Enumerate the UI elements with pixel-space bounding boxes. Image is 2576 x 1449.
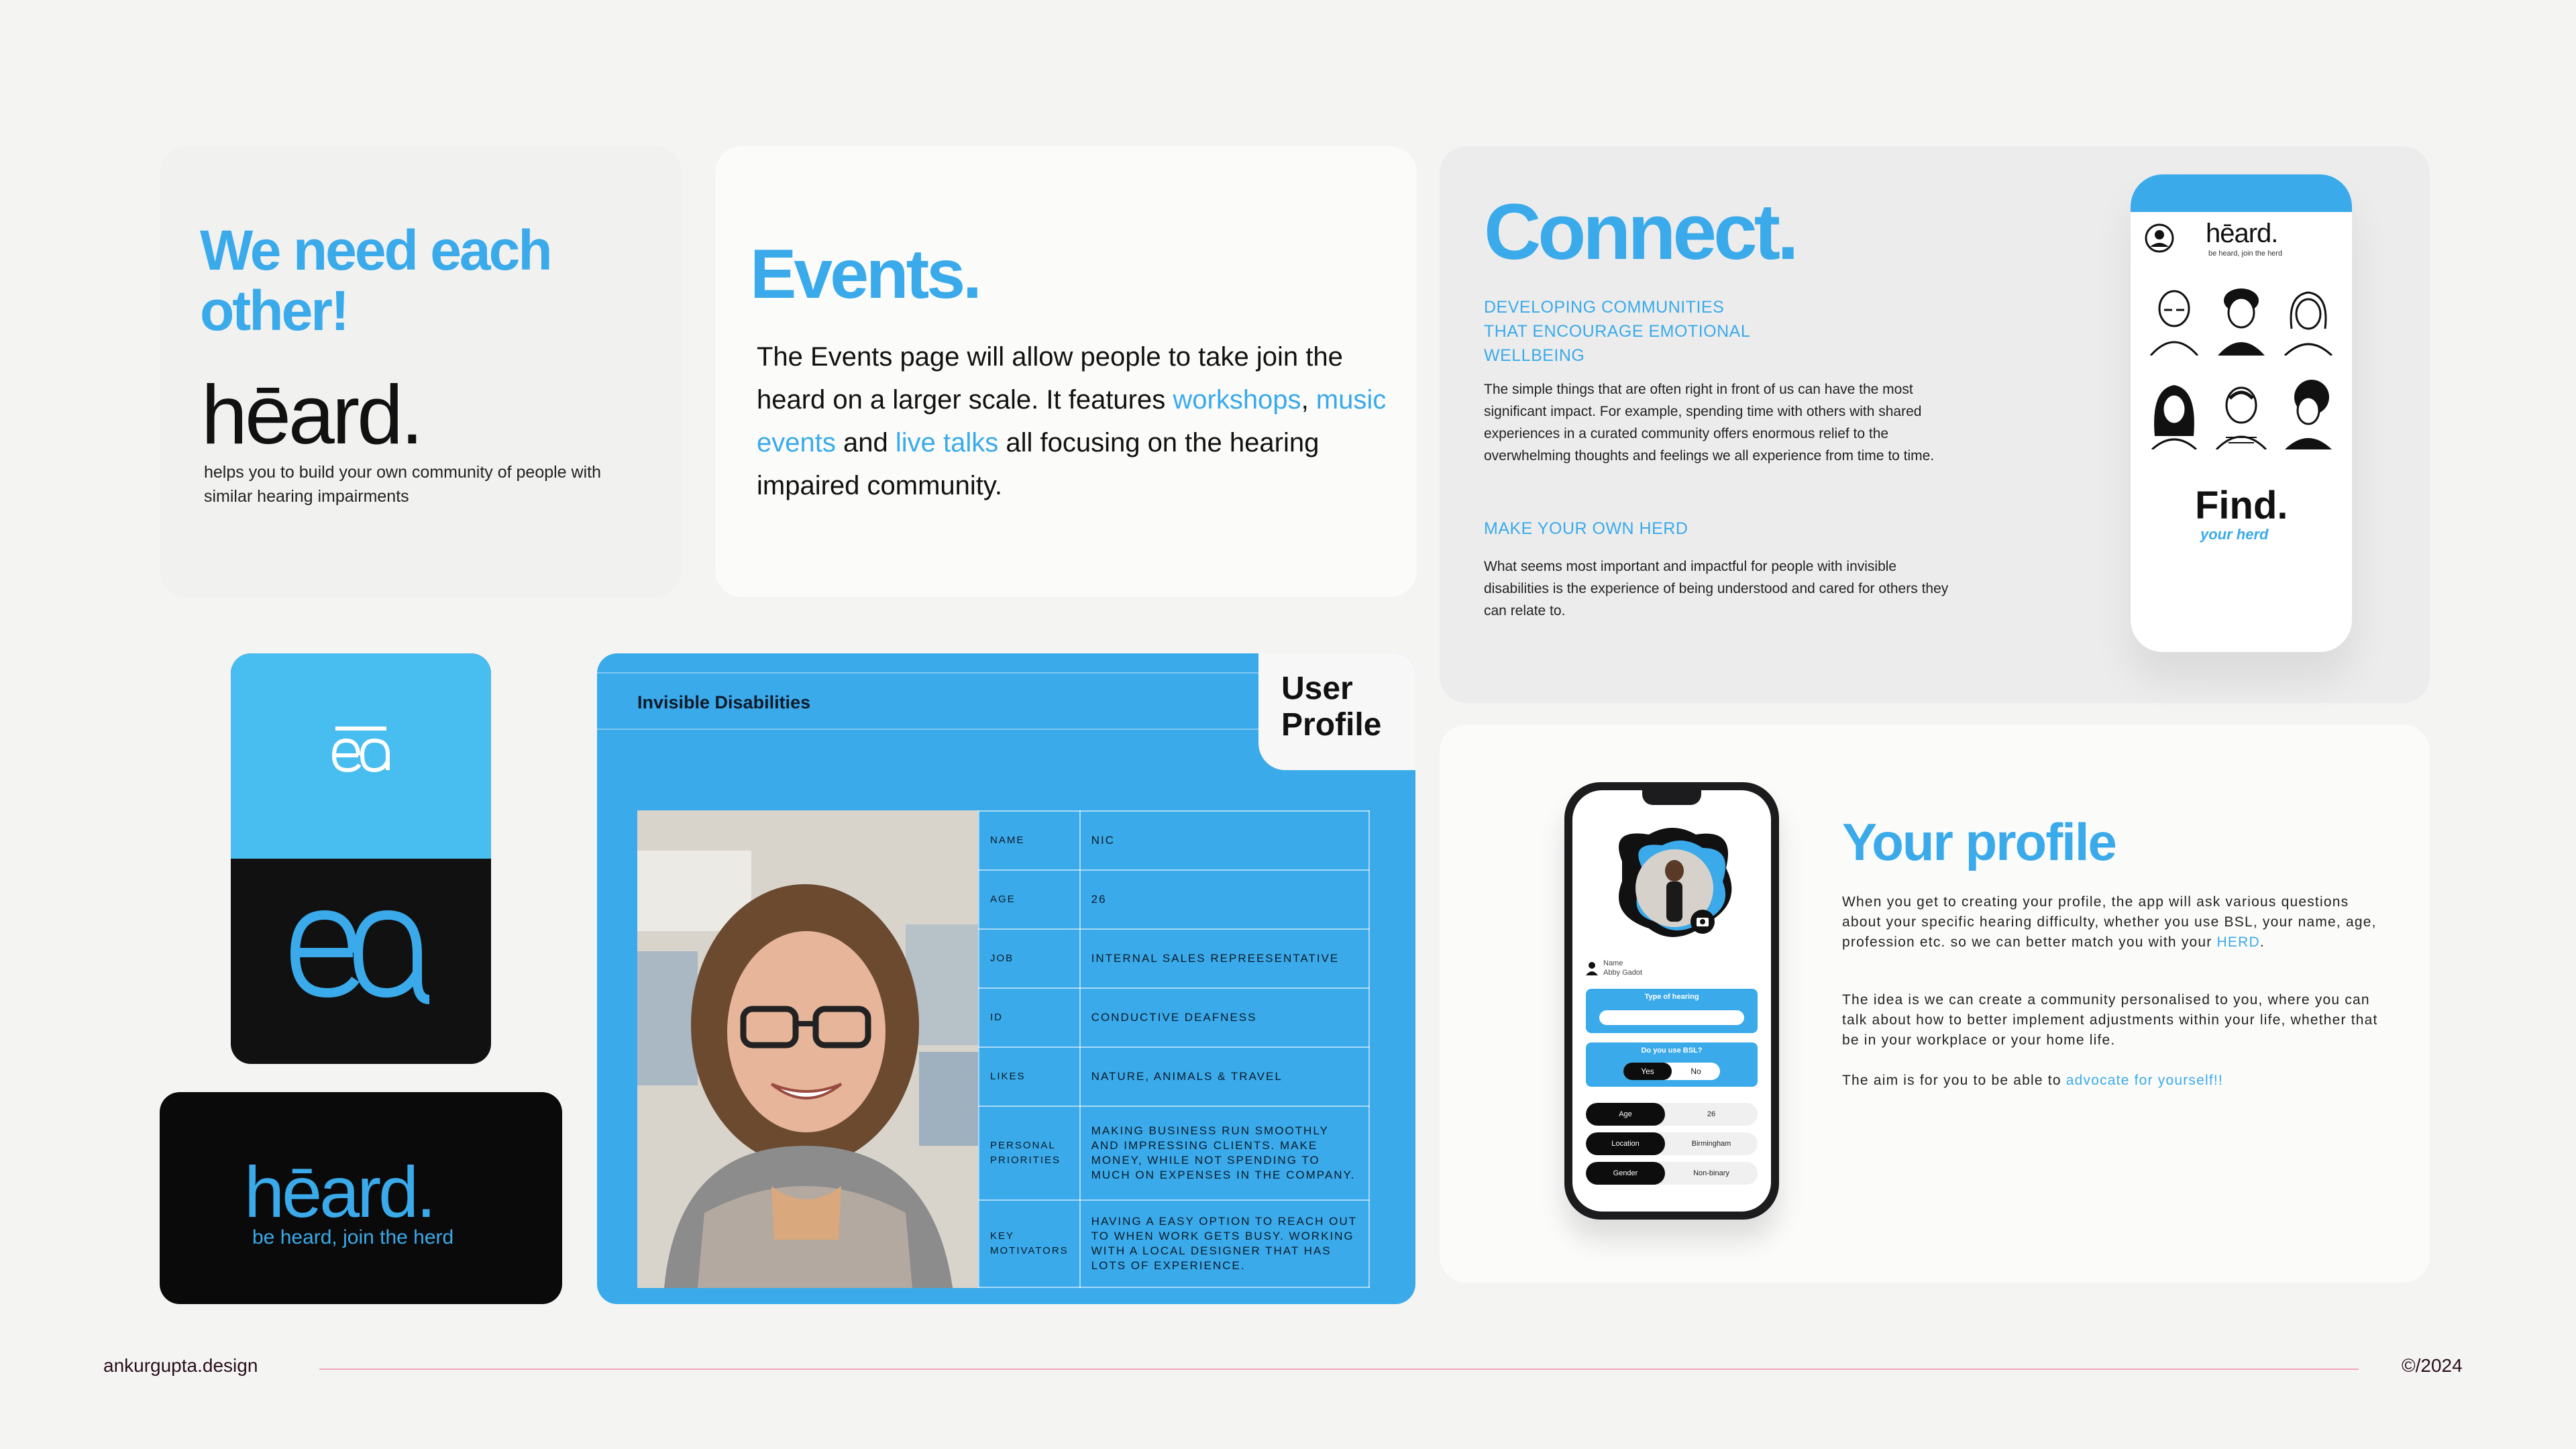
- phone-brand-tagline: be heard, join the herd: [2208, 250, 2283, 258]
- type-of-hearing-field[interactable]: [1586, 989, 1758, 1033]
- connect-body-1: The simple things that are often right in front of us can have the most significant impact. For example, spending time with others with shared experiences in a curated community offers enormous relief to the overwhelming thoughts and feelings we all experience from time to time.: [1484, 382, 1935, 464]
- para-1-end: .: [2259, 934, 2265, 950]
- user-profile-badge-text: User Profile: [1281, 671, 1382, 743]
- profile-key: ID: [979, 988, 1080, 1047]
- community-headline: We need each other!: [200, 219, 551, 342]
- profile-row: [979, 1047, 1369, 1106]
- para-1-text: When you get to creating your profile, the app will ask various questions about your specific hearing difficulty, whether you use BSL, your name, age, profession etc. so we can better match you with your: [1842, 894, 2377, 950]
- user-profile-badge: [1258, 653, 1415, 770]
- section-label: Invisible Disabilities: [637, 692, 811, 712]
- advocate-link[interactable]: advocate for yourself!!: [2065, 1073, 2223, 1088]
- profile-icon[interactable]: [2144, 223, 2175, 254]
- profile-row: [979, 811, 1369, 870]
- find-title: Find.: [2195, 484, 2288, 527]
- profile-value: INTERNAL SALES REPREESENTATIVE: [1080, 929, 1369, 988]
- find-herd-phone: [2131, 174, 2352, 652]
- location-label: Location: [1586, 1132, 1665, 1155]
- avatar-woman-afro-icon[interactable]: [2278, 376, 2339, 449]
- ea-monogram-white-icon: [326, 720, 396, 781]
- ea-monogram-blue-icon: [286, 899, 437, 1010]
- events-card: [715, 146, 1417, 597]
- profile-value: 26: [1080, 870, 1369, 929]
- profile-key: AGE: [979, 870, 1080, 929]
- name-value[interactable]: Abby Gadot: [1603, 969, 1643, 977]
- location-value: Birmingham: [1691, 1140, 1731, 1148]
- user-photo: [637, 810, 978, 1288]
- profile-photo-blob: [1602, 821, 1743, 949]
- profile-phone-screen: [1572, 790, 1771, 1212]
- gender-label: Gender: [1586, 1162, 1665, 1185]
- avatar-older-man-icon[interactable]: [2211, 376, 2271, 449]
- para-3-text: The aim is for you to be able to: [1842, 1073, 2066, 1088]
- phone-brand: hēard.: [2206, 219, 2278, 248]
- live-talks-link[interactable]: live talks: [895, 428, 999, 458]
- user-profile-card: [597, 653, 1415, 1304]
- type-of-hearing-label: Type of hearing: [1644, 993, 1699, 1001]
- profile-phone: [1564, 782, 1779, 1220]
- profile-value: MAKING BUSINESS RUN SMOOTHLY AND IMPRESSING CLIENTS. MAKE MONEY, WHILE NOT SPENDING TO MUCH ON EXPENSES IN THE COMPANY.: [1080, 1106, 1369, 1200]
- profile-key: NAME: [979, 811, 1080, 870]
- gender-value: Non-binary: [1693, 1169, 1729, 1177]
- location-field[interactable]: [1586, 1132, 1758, 1155]
- your-profile-card: [1440, 724, 2430, 1283]
- community-card: [160, 146, 682, 597]
- connect-card: [1440, 146, 2430, 703]
- phone-notch: [1642, 790, 1701, 805]
- events-headline: Events.: [750, 235, 979, 313]
- no-option[interactable]: No: [1690, 1067, 1701, 1076]
- age-field[interactable]: [1586, 1103, 1758, 1126]
- type-of-hearing-input[interactable]: [1599, 1010, 1744, 1025]
- profile-row: [979, 1200, 1369, 1287]
- profile-table: [978, 810, 1370, 1288]
- connect-subheading-1: DEVELOPING COMMUNITIES THAT ENCOURAGE EMOTIONAL WELLBEING: [1484, 298, 1750, 365]
- connect-subheading-2: MAKE YOUR OWN HERD: [1484, 519, 1688, 538]
- your-profile-headline: Your profile: [1842, 812, 2116, 871]
- your-profile-para-2: The idea is we can create a community personalised to you, where you can talk about how to better implement adjustments within your life, whether that be in your workplace or your home life.: [1842, 992, 2378, 1048]
- footer-site[interactable]: ankurgupta.design: [103, 1355, 258, 1376]
- portrait-illustration: [637, 810, 978, 1288]
- profile-row: [979, 1106, 1369, 1200]
- profile-key: KEY MOTIVATORS: [979, 1200, 1080, 1287]
- bsl-question-field: [1586, 1042, 1758, 1087]
- user-icon: [1585, 961, 1599, 975]
- app-icon-tile: [231, 653, 491, 1064]
- heard-logo-blue: hēard.: [244, 1151, 434, 1232]
- community-tagline: helps you to build your own community of people with similar hearing impairments: [204, 463, 601, 506]
- age-value: 26: [1707, 1110, 1716, 1118]
- profile-value: NATURE, ANIMALS & TRAVEL: [1080, 1047, 1369, 1106]
- music-events-link[interactable]: music events: [757, 385, 1387, 458]
- events-description: [757, 335, 1387, 507]
- avatar-bald-man-icon[interactable]: [2144, 282, 2204, 356]
- profile-row: [979, 870, 1369, 929]
- yes-option[interactable]: Yes: [1623, 1063, 1672, 1080]
- footer-divider: [319, 1368, 2359, 1370]
- events-and: and: [835, 428, 896, 458]
- footer-copyright: ©/2024: [2402, 1355, 2463, 1376]
- connect-headline: Connect.: [1484, 188, 1796, 276]
- profile-row: [979, 988, 1369, 1047]
- profile-key: JOB: [979, 929, 1080, 988]
- events-text: The Events page will allow people to take join the heard on a larger scale. It features: [757, 342, 1343, 415]
- events-comma: ,: [1301, 385, 1316, 415]
- app-icon-light: [231, 653, 491, 859]
- profile-key: LIKES: [979, 1047, 1080, 1106]
- phone-status-bar: [2131, 174, 2352, 212]
- profile-value: CONDUCTIVE DEAFNESS: [1080, 988, 1369, 1047]
- herd-link[interactable]: HERD: [2216, 934, 2260, 950]
- profile-value: HAVING A EASY OPTION TO REACH OUT TO WHEN WORK GETS BUSY. WORKING WITH A LOCAL DESIGNER THAT HAS LOTS OF EXPERIENCE.: [1080, 1200, 1369, 1287]
- connect-body-2: What seems most important and impactful for people with invisible disabilities is the experience of being understood and cared for others they can relate to.: [1484, 559, 1949, 619]
- heard-tagline: be heard, join the herd: [252, 1226, 454, 1248]
- bsl-question-label: Do you use BSL?: [1641, 1046, 1703, 1055]
- your-profile-para-1: [1842, 892, 2392, 953]
- profile-row: [979, 929, 1369, 988]
- events-text-end: all focusing on the hearing impaired community.: [757, 428, 1320, 500]
- avatar-woman-glasses-icon[interactable]: [2278, 282, 2339, 356]
- bsl-toggle: [1623, 1063, 1720, 1080]
- name-label: Name: [1603, 959, 1623, 967]
- avatar-woman-dark-hair-icon[interactable]: [2144, 376, 2204, 449]
- workshops-link[interactable]: workshops: [1173, 385, 1301, 415]
- your-herd-subtitle: your herd: [2200, 526, 2269, 543]
- heard-logo: hēard.: [201, 369, 421, 462]
- avatar-curly-man-icon[interactable]: [2211, 282, 2271, 356]
- logo-tile: [160, 1092, 562, 1304]
- gender-field[interactable]: [1586, 1162, 1758, 1185]
- your-profile-para-3: [1842, 1071, 2392, 1091]
- profile-key: PERSONAL PRIORITIES: [979, 1106, 1080, 1200]
- profile-value: NIC: [1080, 811, 1369, 870]
- age-label: Age: [1586, 1103, 1665, 1126]
